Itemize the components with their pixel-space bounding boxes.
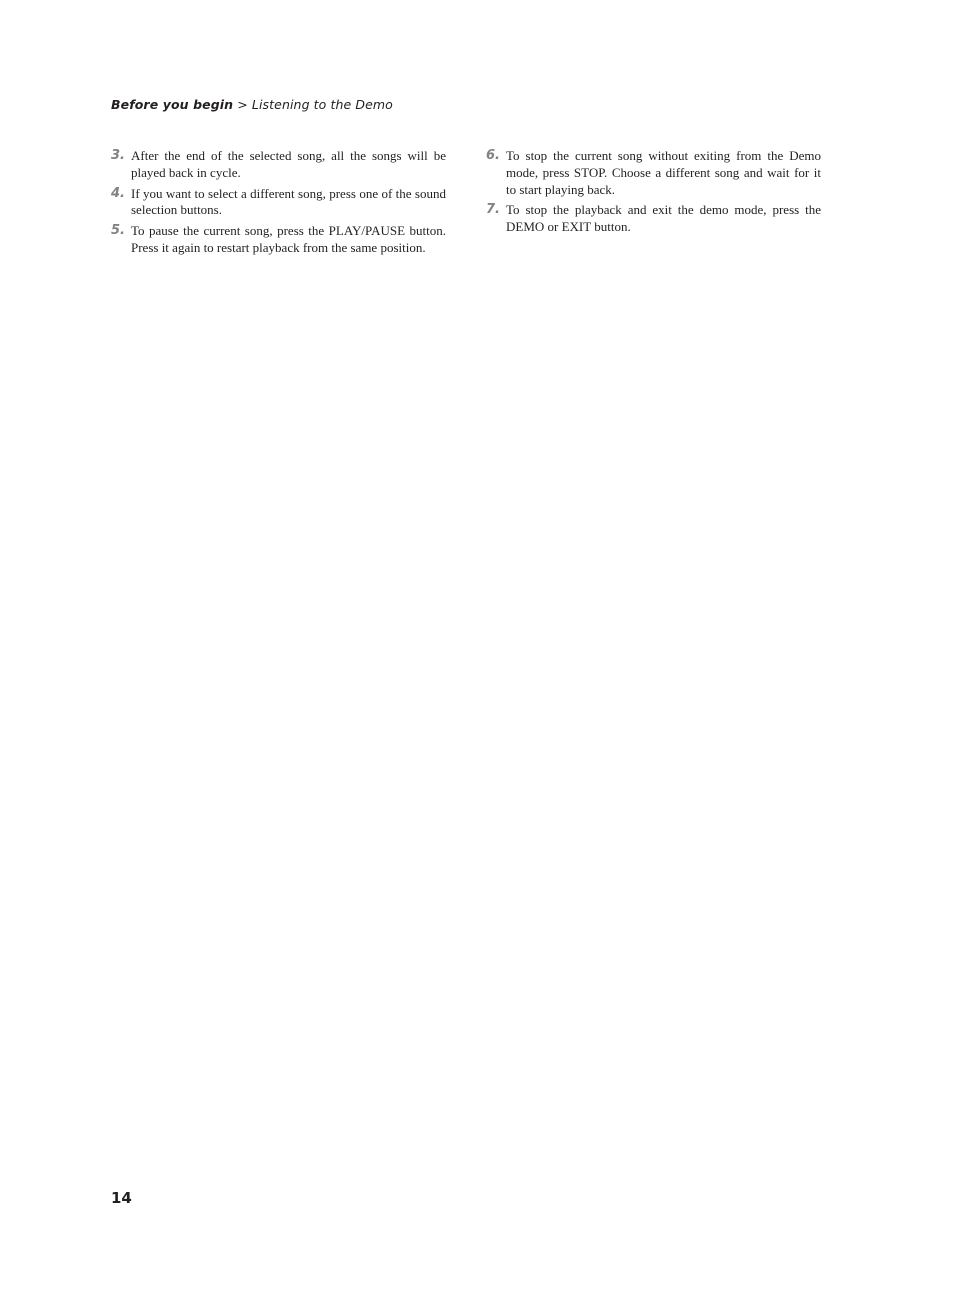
step-item bbox=[486, 148, 821, 198]
left-column bbox=[111, 148, 446, 261]
step-text: If you want to select a different song, press one of the sound selection buttons. bbox=[131, 185, 446, 218]
step-number: 3. bbox=[111, 148, 125, 163]
page-number: 14 bbox=[111, 1189, 132, 1207]
step-item bbox=[111, 223, 446, 257]
running-header bbox=[111, 97, 393, 112]
header-separator: > bbox=[233, 97, 252, 112]
step-item bbox=[486, 202, 821, 236]
step-text: After the end of the selected song, all the songs will be played back in cycle. bbox=[131, 148, 446, 180]
step-number: 7. bbox=[486, 202, 500, 218]
step-item bbox=[111, 186, 446, 220]
header-section: Before you begin bbox=[111, 97, 234, 112]
step-text: To stop the current song without exiting from the Demo mode, press STOP. Choose a different song and wait for it to start playing back. bbox=[506, 148, 821, 197]
step-text: To pause the current song, press the PLAY/PAUSE button. Press it again to restart playback from the same position. bbox=[131, 223, 446, 255]
header-topic: Listening to the Demo bbox=[251, 97, 393, 112]
step-item bbox=[111, 148, 446, 182]
step-number: 4. bbox=[111, 185, 125, 201]
right-column bbox=[486, 148, 821, 240]
step-number: 5. bbox=[111, 223, 125, 239]
step-text: To stop the playback and exit the demo mode, press the DEMO or EXIT button. bbox=[506, 202, 821, 235]
step-number: 6. bbox=[486, 148, 500, 163]
